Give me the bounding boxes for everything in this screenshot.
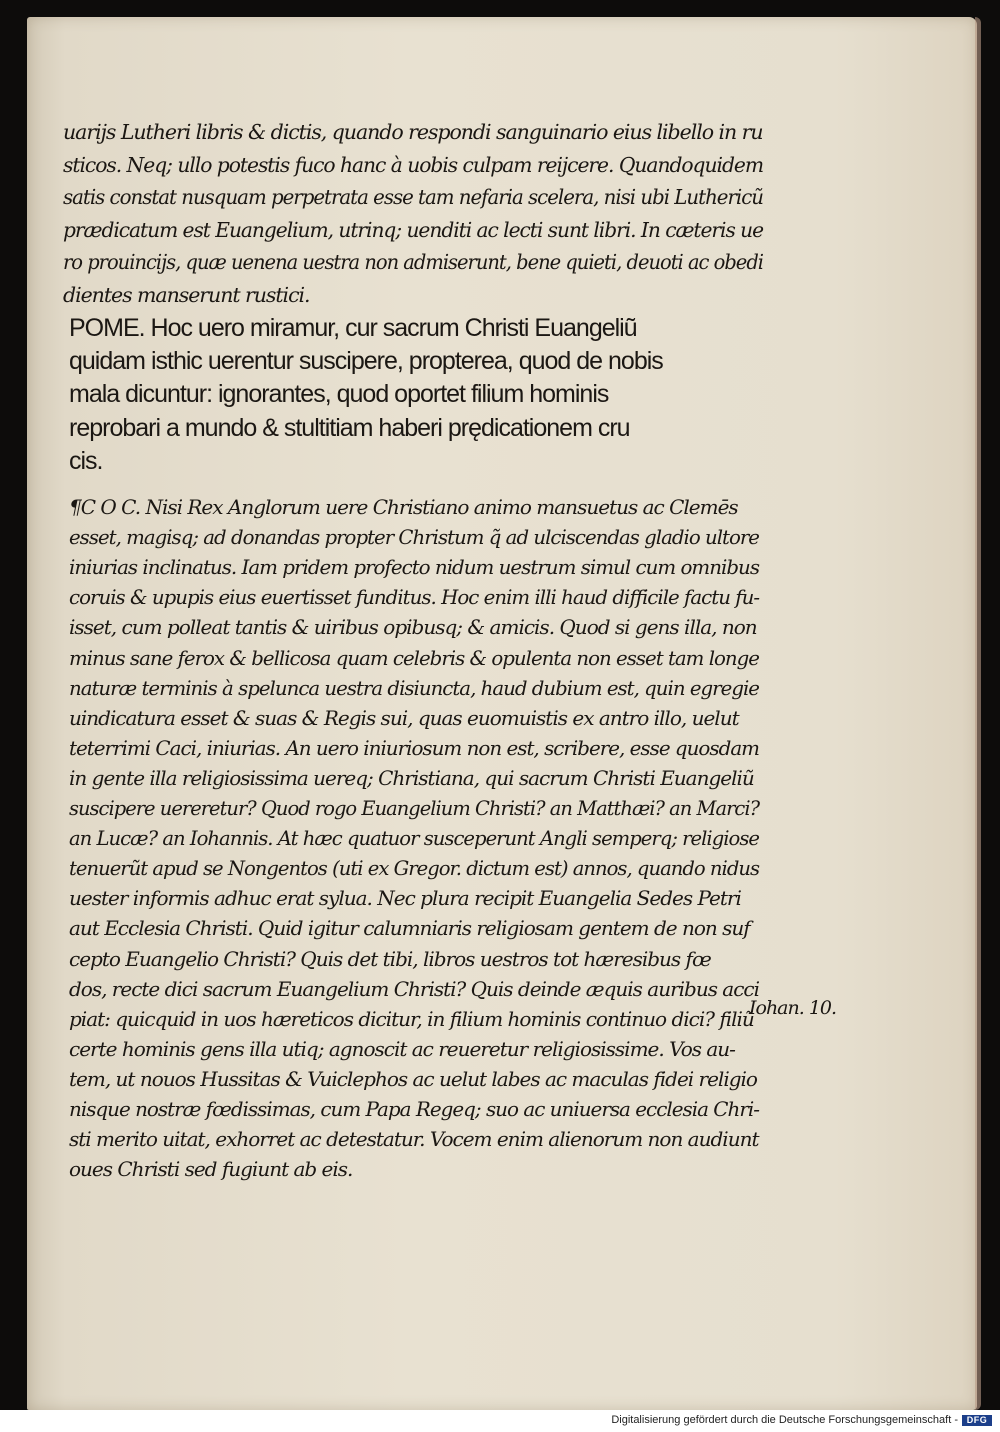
text-line-content: uester informis adhuc erat sylua. Nec plura recipit Euangelia Sedes Petri — [69, 886, 741, 911]
text-line-content: ro prouincijs, quæ uenena uestra non admiserunt, bene quieti, deuoti ac obedi — [63, 250, 764, 274]
text-line-content: POME. Hoc uero miramur, cur sacrum Christi Euangeliũ — [69, 314, 637, 342]
text-line-content: dientes manserunt rustici. — [63, 282, 310, 307]
text-line-content: mala dicuntur: ignorantes, quod oportet filium hominis — [69, 380, 609, 409]
text-line-content: coruis & upupis eius euertisset funditus. Hoc enim illi haud difficile factu fu- — [69, 585, 760, 610]
text-line-content: isset, cum polleat tantis & uiribus opibusq; & amicis. Quod si gens illa, non — [69, 615, 757, 640]
text-line-content: esset, magisq; ad donandas propter Christum q̃ ad ulciscendas gladio ultore — [69, 525, 759, 550]
text-line-content: oues Christi sed fugiunt ab eis. — [69, 1157, 353, 1182]
book-page — [27, 17, 977, 1410]
text-line-content: quidam isthic uerentur suscipere, propterea, quod de nobis — [69, 347, 663, 376]
text-line-content: dos, recte dici sacrum Euangelium Christi? Quis deinde æquis auribus acci — [69, 976, 760, 1001]
text-line-content: in gente illa religiosissima uereq; Christiana, qui sacrum Christi Euangeliũ — [69, 765, 754, 790]
text-line-content: aut Ecclesia Christi. Quid igitur calumniaris religiosam gentem de non suf — [69, 916, 750, 941]
text-line-content: an Lucæ? an Iohannis. At hæc quatuor susceperunt Angli semperq; religiose — [69, 826, 759, 851]
text-line-content: iniurias inclinatus. Iam pridem profecto nidum uestrum simul cum omnibus — [69, 555, 760, 580]
text-line-content: certe hominis gens illa utiq; agnoscit ac reueretur religiosissime. Vos au- — [69, 1036, 735, 1061]
text-line-content: suscipere uereretur? Quod rogo Euangelium Christi? an Matthæi? an Marci? — [69, 796, 760, 820]
margin-note: Iohan. 10. — [749, 997, 837, 1019]
text-line-content: uindicatura esset & suas & Regis sui, quas euomuistis ex antro illo, uelut — [69, 705, 739, 730]
text-line-content: ¶C O C. Nisi Rex Anglorum uere Christiano animo mansuetus ac Clemēs — [69, 495, 738, 519]
text-line-content: sti merito uitat, exhorret ac detestatur. Vocem enim alienorum non audiunt — [69, 1127, 759, 1152]
text-line-content: satis constat nusquam perpetrata esse tam nefaria scelera, nisi ubi Luthericũ — [63, 185, 764, 209]
text-line-content: tenuerũt apud se Nongentos (uti ex Gregor. dictum est) annos, quando nidus — [69, 856, 760, 881]
text-line-content: tem, ut nouos Hussitas & Vuiclephos ac uelut labes ac maculas fidei religio — [69, 1066, 757, 1091]
dfg-logo-icon: DFG — [962, 1415, 992, 1426]
text-line-content: naturæ terminis à spelunca uestra disiuncta, haud dubium est, quin egregie — [69, 675, 759, 700]
text-line-content: reprobari a mundo & stultitiam haberi prędicationem cru — [69, 413, 630, 442]
text-line-content: minus sane ferox & bellicosa quam celebris & opulenta non esset tam longe — [69, 645, 759, 670]
text-line-content: cis. — [69, 446, 103, 475]
text-line-content: cepto Euangelio Christi? Quis det tibi, libros uestros tot hæresibus fœ — [69, 946, 711, 971]
text-line-content: prædicatum est Euangelium, utrinq; uenditi ac lecti sunt libri. In cæteris ue — [63, 217, 764, 242]
page-edge — [975, 17, 981, 1410]
text-line-content: nisque nostræ fœdissimas, cum Papa Regeq; suo ac uniuersa ecclesia Chri- — [69, 1097, 759, 1121]
text-line-content: piat: quicquid in uos hæreticos dicitur, in filium hominis continuo dici? filiũ — [69, 1006, 754, 1031]
text-line-content: uarijs Lutheri libris & dictis, quando respondi sanguinario eius libello in ru — [63, 120, 763, 144]
footer-credit — [611, 1414, 992, 1426]
footer-credit-text: Digitalisierung gefördert durch die Deutsche Forschungsgemeinschaft - — [611, 1414, 958, 1426]
text-line-content: teterrimi Caci, iniurias. An uero iniuriosum non est, scribere, esse quosdam — [69, 735, 760, 760]
text-line-content: sticos. Neq; ullo potestis fuco hanc à uobis culpam reijcere. Quandoquidem — [63, 152, 764, 177]
